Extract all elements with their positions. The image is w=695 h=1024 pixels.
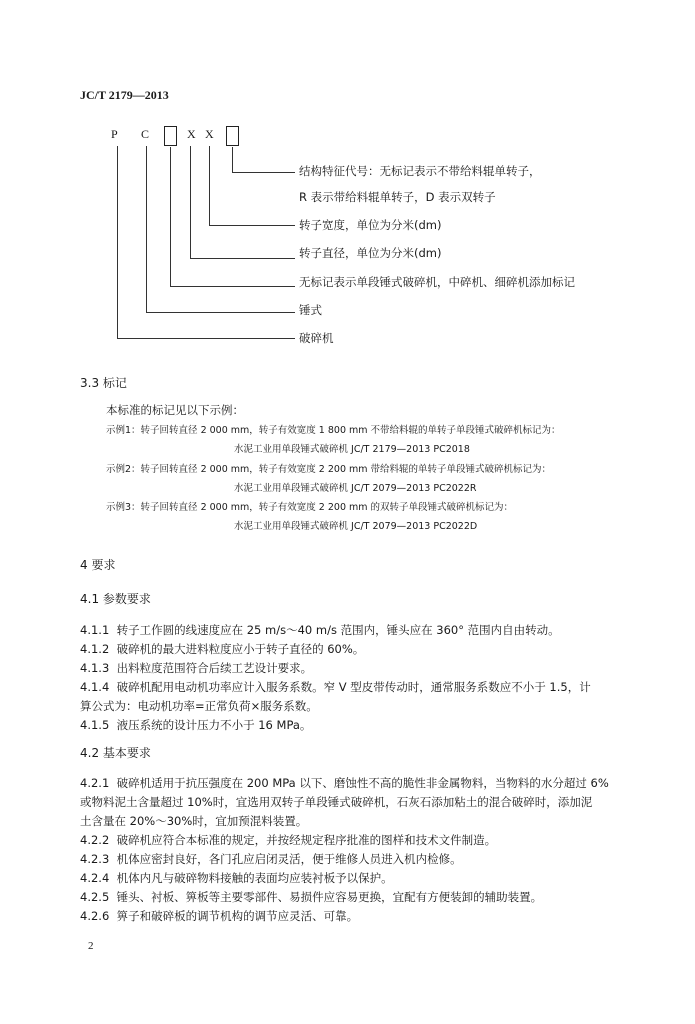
clause-4-1-4-cont: 算公式为：电动机功率=正常负荷×服务系数。	[80, 699, 318, 713]
clause-4-1-1	[80, 622, 560, 638]
clause-4-1-5	[80, 717, 311, 733]
heading-4-2: 4.2 基本要求	[80, 746, 151, 760]
clause-text: 转子工作圆的线速度应在 25 m/s～40 m/s 范围内，锤头应在 360° 范围内自由转动。	[116, 623, 560, 637]
heading-4: 4 要求	[80, 558, 116, 572]
leader-hline-c	[146, 312, 295, 313]
leader-vline-box2	[232, 147, 233, 173]
clause-4-2-5	[80, 889, 542, 905]
clause-text: 破碎机配用电动机功率应计入服务系数。窄 V 型皮带传动时，通常服务系数应不小于 1.5，计	[116, 680, 591, 694]
clause-number: 4.1.1	[80, 623, 110, 637]
clause-number: 4.1.2	[80, 642, 110, 656]
clause-number: 4.1.3	[80, 661, 110, 675]
example-2-mark: 水泥工业用单段锤式破碎机 JC/T 2079—2013 PC2022R	[234, 483, 477, 494]
leader-vline-box1	[170, 147, 171, 287]
desc-structure-code-cont: R 表示带给料辊单转子，D 表示双转子	[299, 190, 496, 204]
clause-text: 出料粒度范围符合后续工艺设计要求。	[116, 661, 313, 675]
clause-4-1-3	[80, 660, 312, 676]
example-text: 转子回转直径 2 000 mm，转子有效宽度 2 200 mm 的双转子单段锤式破碎机标记为：	[140, 502, 514, 513]
desc-rotor-width: 转子宽度，单位为分米(dm)	[299, 218, 442, 232]
leader-vline-x2	[209, 146, 210, 226]
clause-text: 箅子和破碎板的调节机构的调节应灵活、可靠。	[116, 909, 359, 923]
code-letter-p: P	[111, 127, 118, 141]
desc-rotor-diameter: 转子直径，单位为分米(dm)	[299, 246, 442, 260]
heading-3-3: 3.3 标记	[80, 376, 127, 390]
code-letter-c: C	[141, 127, 150, 141]
leader-hline-box2	[232, 172, 295, 173]
heading-4-1: 4.1 参数要求	[80, 592, 151, 606]
clause-4-2-2	[80, 832, 496, 848]
clause-text: 机体内凡与破碎物料接触的表面均应装衬板予以保护。	[116, 871, 393, 885]
example-1	[106, 422, 561, 436]
desc-hammer-type: 锤式	[299, 303, 322, 317]
example-label: 示例2：	[106, 464, 141, 475]
leader-vline-c	[146, 146, 147, 313]
code-letter-x1: X	[187, 127, 196, 141]
clause-text: 破碎机应符合本标准的规定，并按经规定程序批准的图样和技术文件制造。	[116, 833, 497, 847]
leader-vline-x1	[190, 146, 191, 259]
clause-number: 4.2.3	[80, 852, 110, 866]
clause-text: 机体应密封良好，各门孔应启闭灵活，便于维修人员进入机内检修。	[116, 852, 462, 866]
standard-number: JC/T 2179—2013	[80, 88, 169, 102]
clause-4-1-2	[80, 641, 364, 657]
clause-number: 4.2.1	[80, 776, 110, 790]
clause-number: 4.2.5	[80, 890, 110, 904]
clause-4-2-1-line3: 土含量在 20%～30%时，宜加预混料装置。	[80, 814, 308, 828]
clause-number: 4.1.4	[80, 680, 110, 694]
code-box-marker	[164, 126, 177, 146]
page-number: 2	[88, 940, 94, 952]
clause-number: 4.2.6	[80, 909, 110, 923]
desc-crusher: 破碎机	[299, 331, 334, 345]
example-label: 示例1：	[106, 425, 141, 436]
clause-number: 4.2.4	[80, 871, 110, 885]
clause-4-2-1-line2: 或物料泥土含量超过 10%时，宜选用双转子单段锤式破碎机，石灰石添加粘土的混合破碎时，添加泥	[80, 795, 593, 809]
clause-4-2-1	[80, 775, 609, 791]
example-label: 示例3：	[106, 502, 141, 513]
leader-hline-x1	[190, 258, 295, 259]
desc-stage-mark: 无标记表示单段锤式破碎机，中碎机、细碎机添加标记	[299, 275, 575, 289]
example-1-mark: 水泥工业用单段锤式破碎机 JC/T 2179—2013 PC2018	[234, 444, 470, 455]
leader-vline-p	[117, 146, 118, 339]
clause-4-1-4	[80, 679, 591, 695]
clause-number: 4.2.2	[80, 833, 110, 847]
clause-text: 破碎机适用于抗压强度在 200 MPa 以下、磨蚀性不高的脆性非金属物料，当物料的水分超过 6%	[116, 776, 609, 790]
clause-text: 锤头、衬板、箅板等主要零部件、易损件应容易更换，宜配有方便装卸的辅助装置。	[116, 890, 543, 904]
leader-hline-x2	[209, 225, 295, 226]
example-2	[106, 461, 551, 475]
leader-hline-p	[117, 338, 295, 339]
clause-4-2-4	[80, 870, 393, 886]
code-box-structure	[226, 126, 239, 146]
example-3	[106, 499, 513, 513]
example-text: 转子回转直径 2 000 mm，转子有效宽度 1 800 mm 不带给料辊的单转子单段锤式破碎机标记为：	[140, 425, 561, 436]
leader-hline-box1	[170, 286, 295, 287]
marking-intro: 本标准的标记见以下示例：	[106, 403, 244, 417]
code-letter-x2: X	[205, 127, 214, 141]
clause-text: 破碎机的最大进料粒度应小于转子直径的 60%。	[116, 642, 365, 656]
clause-number: 4.1.5	[80, 718, 110, 732]
clause-4-2-3	[80, 851, 462, 867]
clause-text: 液压系统的设计压力不小于 16 MPa。	[116, 718, 312, 732]
example-text: 转子回转直径 2 000 mm，转子有效宽度 2 200 mm 带给料辊的单转子单段锤式破碎机标记为：	[140, 464, 552, 475]
example-3-mark: 水泥工业用单段锤式破碎机 JC/T 2079—2013 PC2022D	[234, 521, 478, 532]
clause-4-2-6	[80, 908, 358, 924]
desc-structure-code: 结构特征代号：无标记表示不带给料辊单转子，	[299, 164, 541, 178]
